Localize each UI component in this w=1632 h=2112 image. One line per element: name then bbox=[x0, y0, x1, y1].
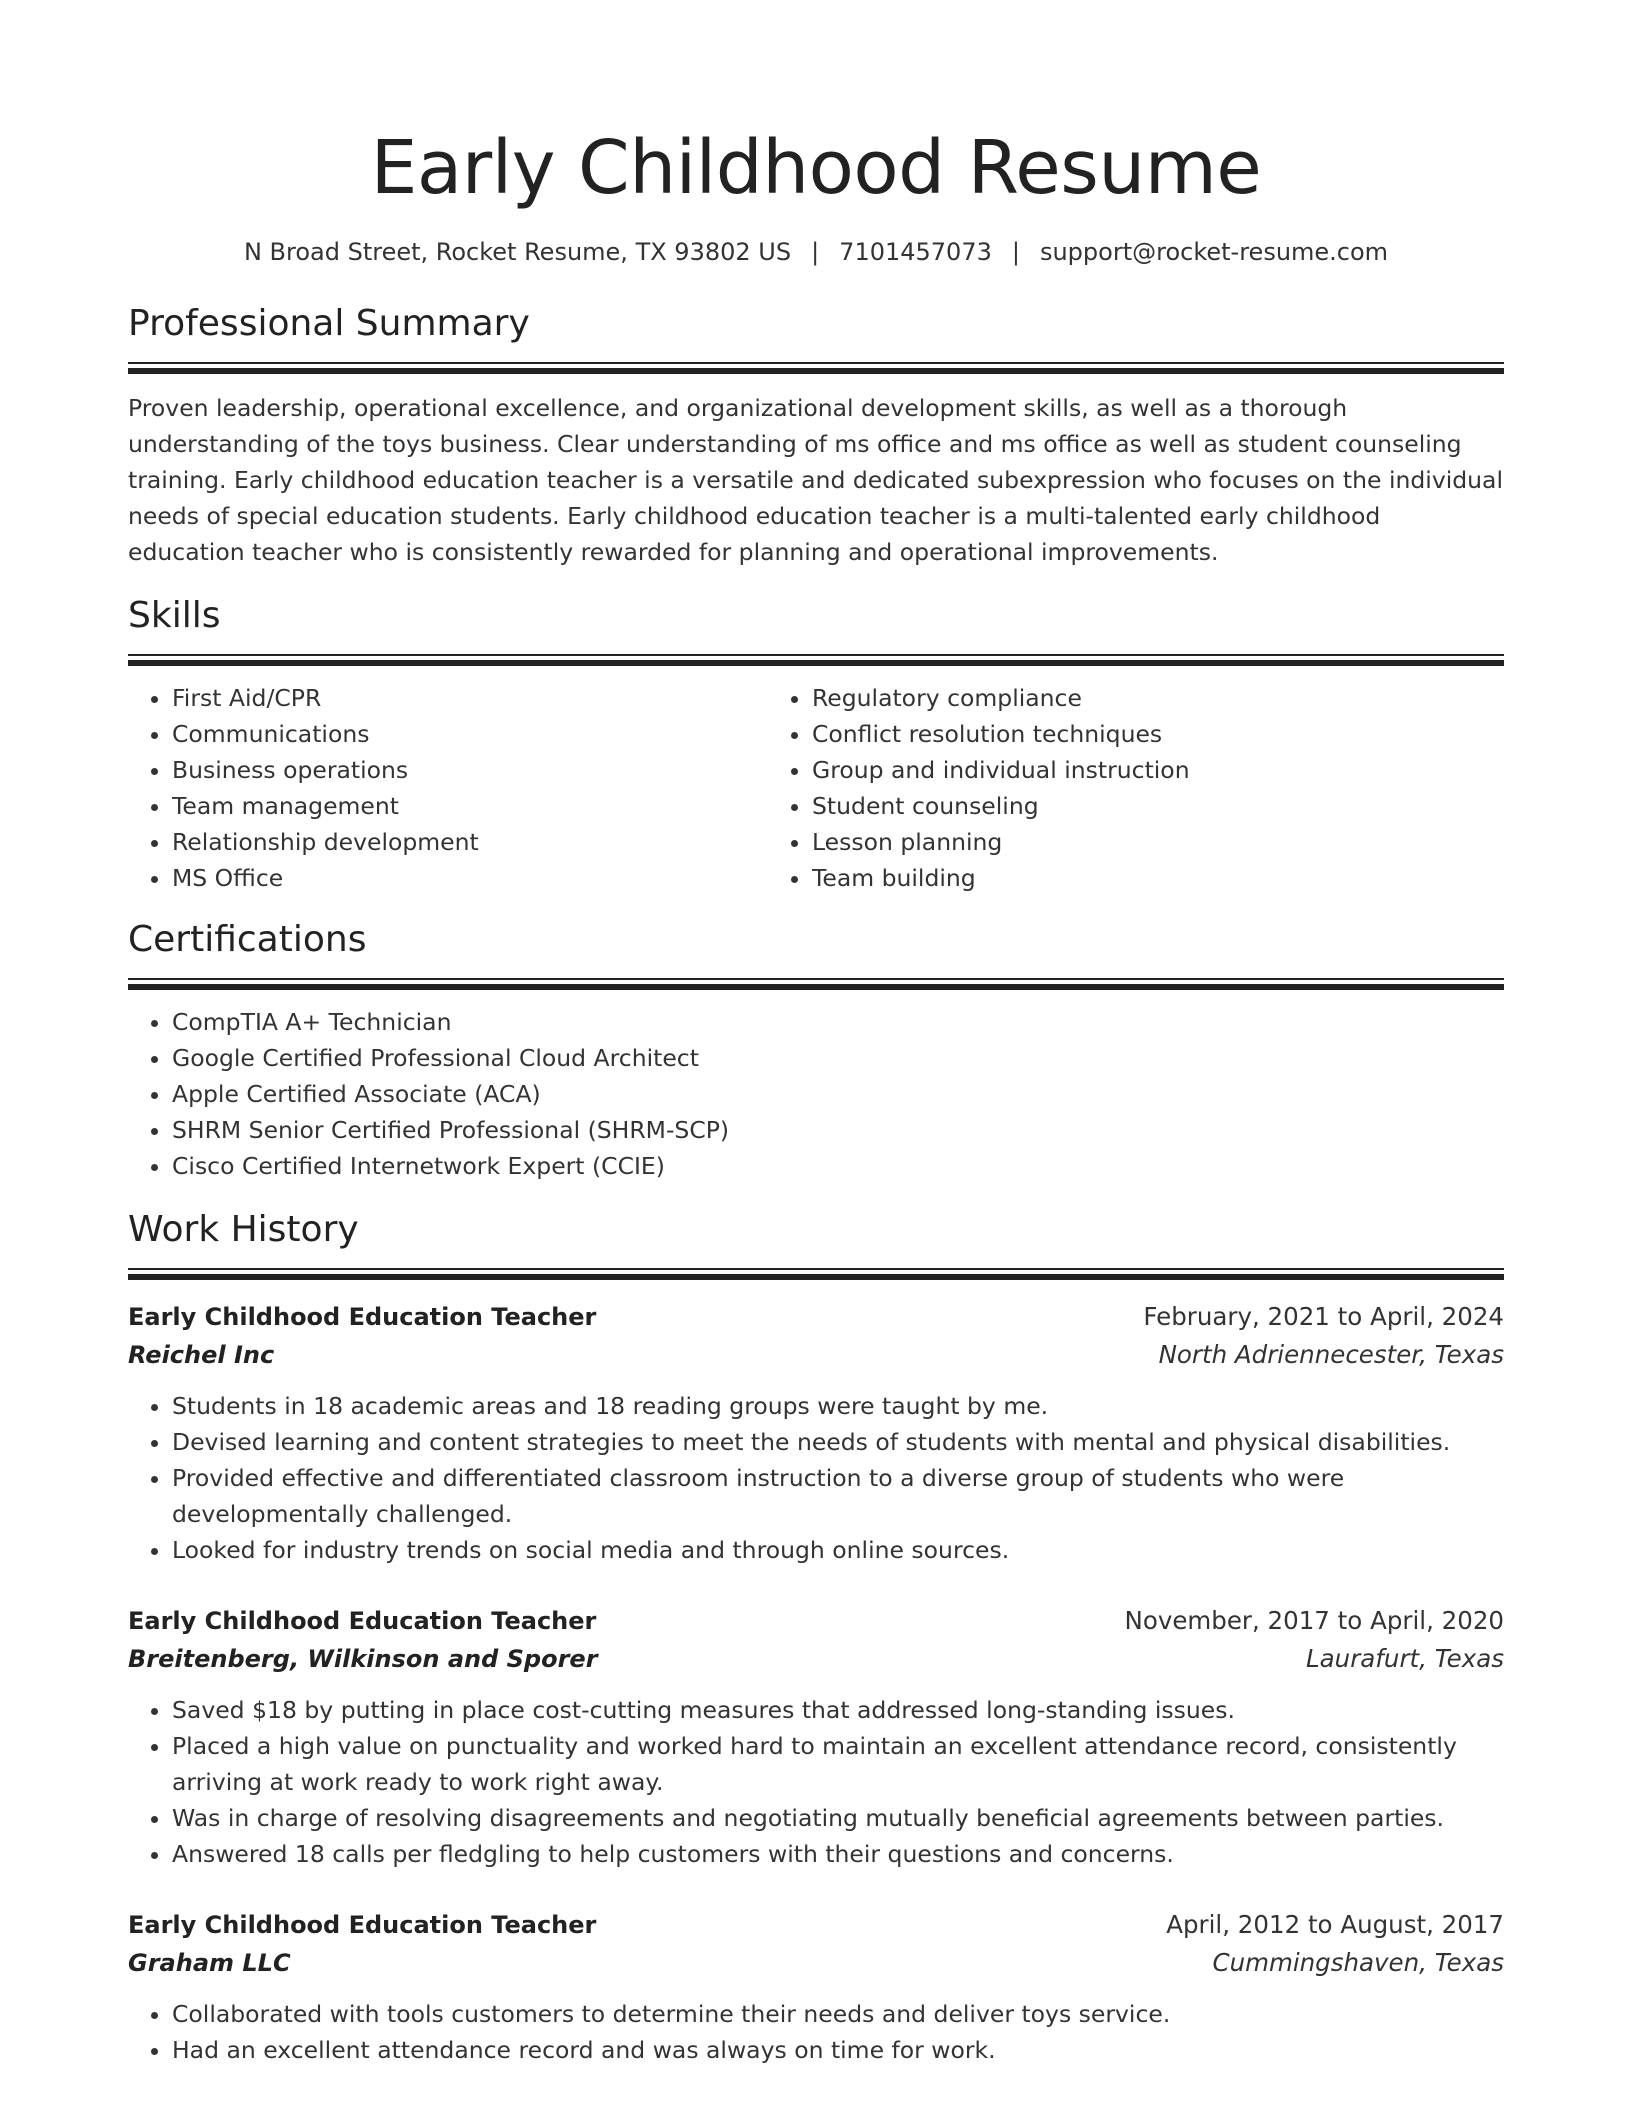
skills-section bbox=[128, 594, 1504, 896]
skill-item: • Relationship development bbox=[172, 824, 762, 860]
section-title-summary: Professional Summary bbox=[128, 303, 530, 344]
resume-name: Early Childhood Resume bbox=[370, 125, 1262, 211]
job-location: Laurafurt, Texas bbox=[1306, 1644, 1504, 1673]
job-company: Graham LLC bbox=[128, 1949, 291, 1977]
skills-list-right bbox=[762, 680, 1504, 896]
certifications-list bbox=[128, 1004, 1504, 1184]
skill-item: • First Aid/CPR bbox=[172, 680, 762, 716]
certification-item: • Cisco Certified Internetwork Expert (CCIE) bbox=[172, 1148, 1504, 1184]
job-bullet: • Was in charge of resolving disagreements and negotiating mutually beneficial agreements between parties. bbox=[172, 1800, 1504, 1836]
certification-item: • Google Certified Professional Cloud Architect bbox=[172, 1040, 1504, 1076]
job-entry bbox=[128, 1906, 1504, 2068]
job-location: Cummingshaven, Texas bbox=[1212, 1948, 1504, 1977]
contact-address: N Broad Street, Rocket Resume, TX 93802 US bbox=[243, 238, 792, 266]
work-history-section bbox=[128, 1208, 1504, 2068]
job-dates: February, 2021 to April, 2024 bbox=[1143, 1302, 1504, 1331]
job-company-row bbox=[128, 1640, 1504, 1678]
job-bullet: • Provided effective and differentiated classroom instruction to a diverse group of students who were developmentally challenged. bbox=[172, 1460, 1504, 1532]
contact-line bbox=[128, 236, 1504, 268]
resume-page bbox=[128, 0, 1504, 2068]
certifications-section bbox=[128, 918, 1504, 1184]
job-entry bbox=[128, 1298, 1504, 1568]
section-divider bbox=[128, 362, 1504, 374]
job-header-row bbox=[128, 1906, 1504, 1944]
summary-section bbox=[128, 302, 1504, 570]
job-bullet: • Had an excellent attendance record and was always on time for work. bbox=[172, 2032, 1504, 2068]
skills-grid bbox=[128, 680, 1504, 896]
job-dates: November, 2017 to April, 2020 bbox=[1124, 1606, 1504, 1635]
skill-item: • Regulatory compliance bbox=[812, 680, 1504, 716]
job-dates: April, 2012 to August, 2017 bbox=[1166, 1910, 1504, 1939]
section-divider bbox=[128, 1268, 1504, 1280]
section-title-skills: Skills bbox=[128, 595, 221, 636]
job-company-row bbox=[128, 1944, 1504, 1982]
certification-item: • SHRM Senior Certified Professional (SHRM-SCP) bbox=[172, 1112, 1504, 1148]
skill-item: • Student counseling bbox=[812, 788, 1504, 824]
skill-item: • Lesson planning bbox=[812, 824, 1504, 860]
job-bullet: • Saved $18 by putting in place cost-cutting measures that addressed long-standing issues. bbox=[172, 1692, 1504, 1728]
contact-separator: | bbox=[1011, 238, 1020, 266]
skill-item: • Group and individual instruction bbox=[812, 752, 1504, 788]
skill-item: • Business operations bbox=[172, 752, 762, 788]
job-header-row bbox=[128, 1298, 1504, 1336]
job-title: Early Childhood Education Teacher bbox=[128, 1607, 597, 1635]
summary-text: Proven leadership, operational excellence, and organizational development skills, as well as a thorough understanding of the toys business. Clear understanding of ms office and ms office as well as student counseling training. Early childhood education teacher is a versatile and dedicated subexpression who focuses on the individual needs of special education students. Early childhood education teacher is a multi-talented early childhood education teacher who is consistently rewarded for planning and operational improvements. bbox=[128, 394, 1503, 566]
section-title-certifications: Certifications bbox=[128, 919, 367, 960]
job-entry bbox=[128, 1602, 1504, 1872]
contact-separator: | bbox=[811, 238, 820, 266]
job-title: Early Childhood Education Teacher bbox=[128, 1303, 597, 1331]
skill-item: • MS Office bbox=[172, 860, 762, 896]
job-bullets bbox=[128, 1996, 1504, 2068]
contact-phone: 7101457073 bbox=[839, 238, 992, 266]
section-title-work-history: Work History bbox=[128, 1209, 359, 1250]
job-bullet: • Looked for industry trends on social media and through online sources. bbox=[172, 1532, 1504, 1568]
job-bullets bbox=[128, 1692, 1504, 1872]
job-header-row bbox=[128, 1602, 1504, 1640]
job-bullet: • Placed a high value on punctuality and worked hard to maintain an excellent attendance record, consistently arriving at work ready to work right away. bbox=[172, 1728, 1504, 1800]
job-bullet: • Answered 18 calls per fledgling to help customers with their questions and concerns. bbox=[172, 1836, 1504, 1872]
contact-email[interactable]: support@rocket-resume.com bbox=[1039, 238, 1389, 266]
job-bullet: • Collaborated with tools customers to determine their needs and deliver toys service. bbox=[172, 1996, 1504, 2032]
skills-list-left bbox=[128, 680, 762, 896]
skill-item: • Team building bbox=[812, 860, 1504, 896]
job-bullets bbox=[128, 1388, 1504, 1568]
job-location: North Adriennecester, Texas bbox=[1158, 1340, 1504, 1369]
job-company-row bbox=[128, 1336, 1504, 1374]
skill-item: • Team management bbox=[172, 788, 762, 824]
job-company: Reichel Inc bbox=[128, 1341, 275, 1369]
certification-item: • Apple Certified Associate (ACA) bbox=[172, 1076, 1504, 1112]
certification-item: • CompTIA A+ Technician bbox=[172, 1004, 1504, 1040]
job-company: Breitenberg, Wilkinson and Sporer bbox=[128, 1645, 598, 1673]
job-bullet: • Devised learning and content strategies to meet the needs of students with mental and physical disabilities. bbox=[172, 1424, 1504, 1460]
skill-item: • Communications bbox=[172, 716, 762, 752]
section-divider bbox=[128, 654, 1504, 666]
skill-item: • Conflict resolution techniques bbox=[812, 716, 1504, 752]
section-divider bbox=[128, 978, 1504, 990]
job-bullet: • Students in 18 academic areas and 18 reading groups were taught by me. bbox=[172, 1388, 1504, 1424]
job-title: Early Childhood Education Teacher bbox=[128, 1911, 597, 1939]
